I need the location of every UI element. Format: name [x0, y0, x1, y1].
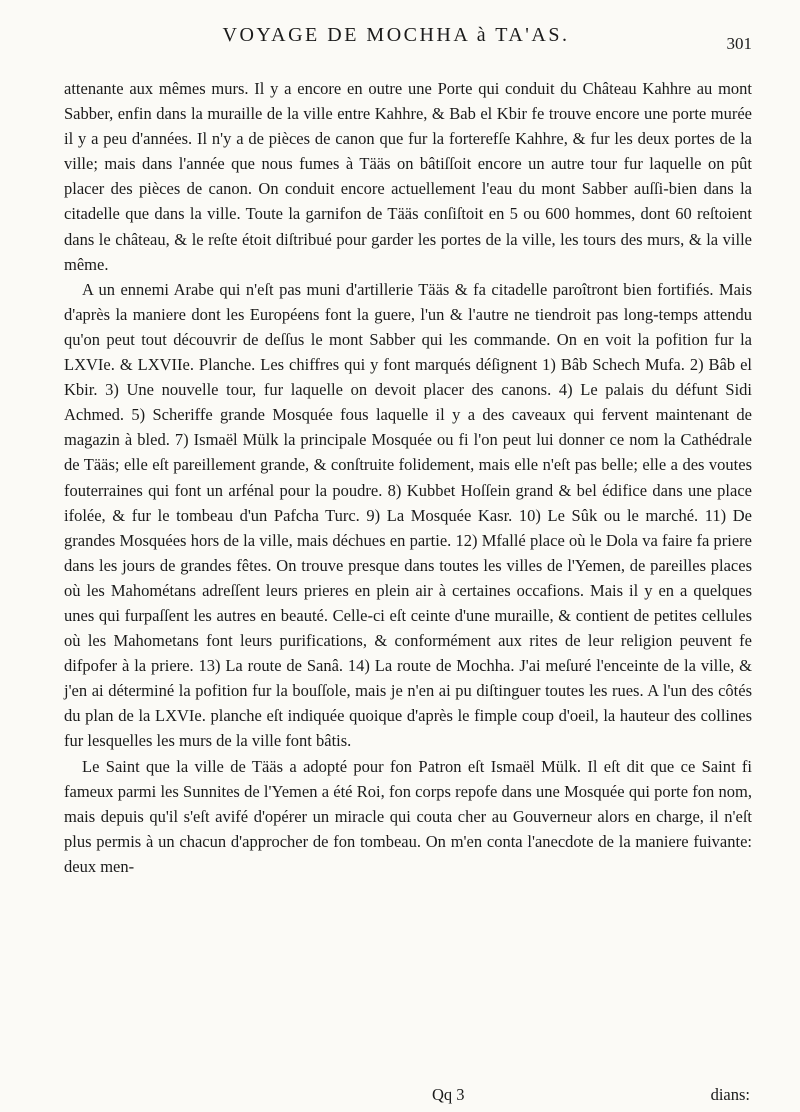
page-footer	[64, 1085, 752, 1109]
signature-mark: Qq 3	[432, 1085, 465, 1104]
body-text	[64, 76, 752, 879]
paragraph-1: attenante aux mêmes murs. Il y a encore en outre une Porte qui conduit du Château Kahhre au mont Sabber, enfin dans la muraille de la ville entre Kahhre, & Bab el Kbir fe trouve encore une porte murée il y a peu d'années. Il n'y a de pièces de canon que fur la forterefſe Kahhre, & fur les deux portes de la ville; mais dans l'année que nous fumes à Tääs on bâtiſſoit encore un autre tour fur laquelle on pût placer des pièces de canon. On conduit encore actuellement l'eau du mont Sabber auſſi-bien dans la citadelle que dans la ville. Toute la garnifon de Tääs conſiſtoit en 5 ou 600 hommes, dont 60 reſtoient dans le château, & le reſte étoit diſtribué pour garder les portes de la ville, les tours des murs, & la ville même.	[64, 79, 752, 274]
paragraph-2: A un ennemi Arabe qui n'eſt pas muni d'artillerie Tääs & fa citadelle paroîtront bien fortifiés. Mais d'après la maniere dont les Européens font la guere, l'un & l'autre ne tiendroit pas long-temps attendu qu'on peut tout découvrir de deſſus le mont Sabber qui les commande. On en voit la pofition fur la LXVIe. & LXVIIe. Planche. Les chiffres qui y font marqués déſignent 1) Bâb Schech Mufa. 2) Bâb el Kbir. 3) Une nouvelle tour, fur laquelle on devoit placer des canons. 4) Le palais du défunt Sidi Achmed. 5) Scheriffe grande Mosquée fous laquelle il y a des caveaux qui fervent maintenant de magazin à bled. 7) Ismaël Mülk la principale Mosquée ou fi l'on peut lui donner ce nom la Cathédrale de Tääs; elle eſt pareillement grande, & conſtruite folidement, mais elle n'eſt pas belle; elle a des voutes fouterraines qui font un arfénal pour la poudre. 8) Kubbet Hoſſein grand & bel édifice dans une place ifolée, & fur le tombeau d'un Pafcha Turc. 9) La Mosquée Kasr. 10) Le Sûk ou le marché. 11) De grandes Mosquées hors de la ville, mais déchues en partie. 12) Mfallé place où le Dola va faire fa priere dans les jours de grandes fêtes. On trouve presque dans toutes les villes de l'Yemen, de pareilles places où les Mahométans adreſſent leurs prieres en plein air à certaines occafions. Mais il y en a quelques unes qui furpaſſent les autres en beauté. Celle-ci eſt ceinte d'une muraille, & contient de petites cellules où les Mahometans font leurs purifications, & conformément aux rites de leur religion peuvent fe difpofer à la priere. 13) La route de Sanâ. 14) La route de Mochha. J'ai meſuré l'enceinte de la ville, & j'en ai déterminé la pofition fur la bouſſole, mais je n'en ai pu diſtinguer toutes les rues. A l'un des côtés du plan de la LXVIe. planche eſt indiquée quoique d'après le fimple coup d'oeil, la hauteur des collines fur lesquelles les murs de la ville font bâtis.	[64, 279, 752, 751]
catchword: dians:	[710, 1085, 750, 1104]
page-number: 301	[726, 34, 752, 53]
paragraph-3: Le Saint que la ville de Tääs a adopté pour fon Patron eſt Ismaël Mülk. Il eſt dit que ce Saint fi fameux parmi les Sunnites de l'Yemen a été Roi, fon corps repofe dans une Mosquée qui porte fon nom, mais depuis qu'il s'eſt avifé d'opérer un miracle qui couta cher au Gouverneur alors en charge, il n'eſt plus permis à un chacun d'approcher de fon tombeau. On m'en conta l'anecdote de la maniere fuivante: deux men-	[64, 756, 752, 876]
running-title: VOYAGE DE MOCHHA à TA'AS.	[222, 24, 570, 46]
